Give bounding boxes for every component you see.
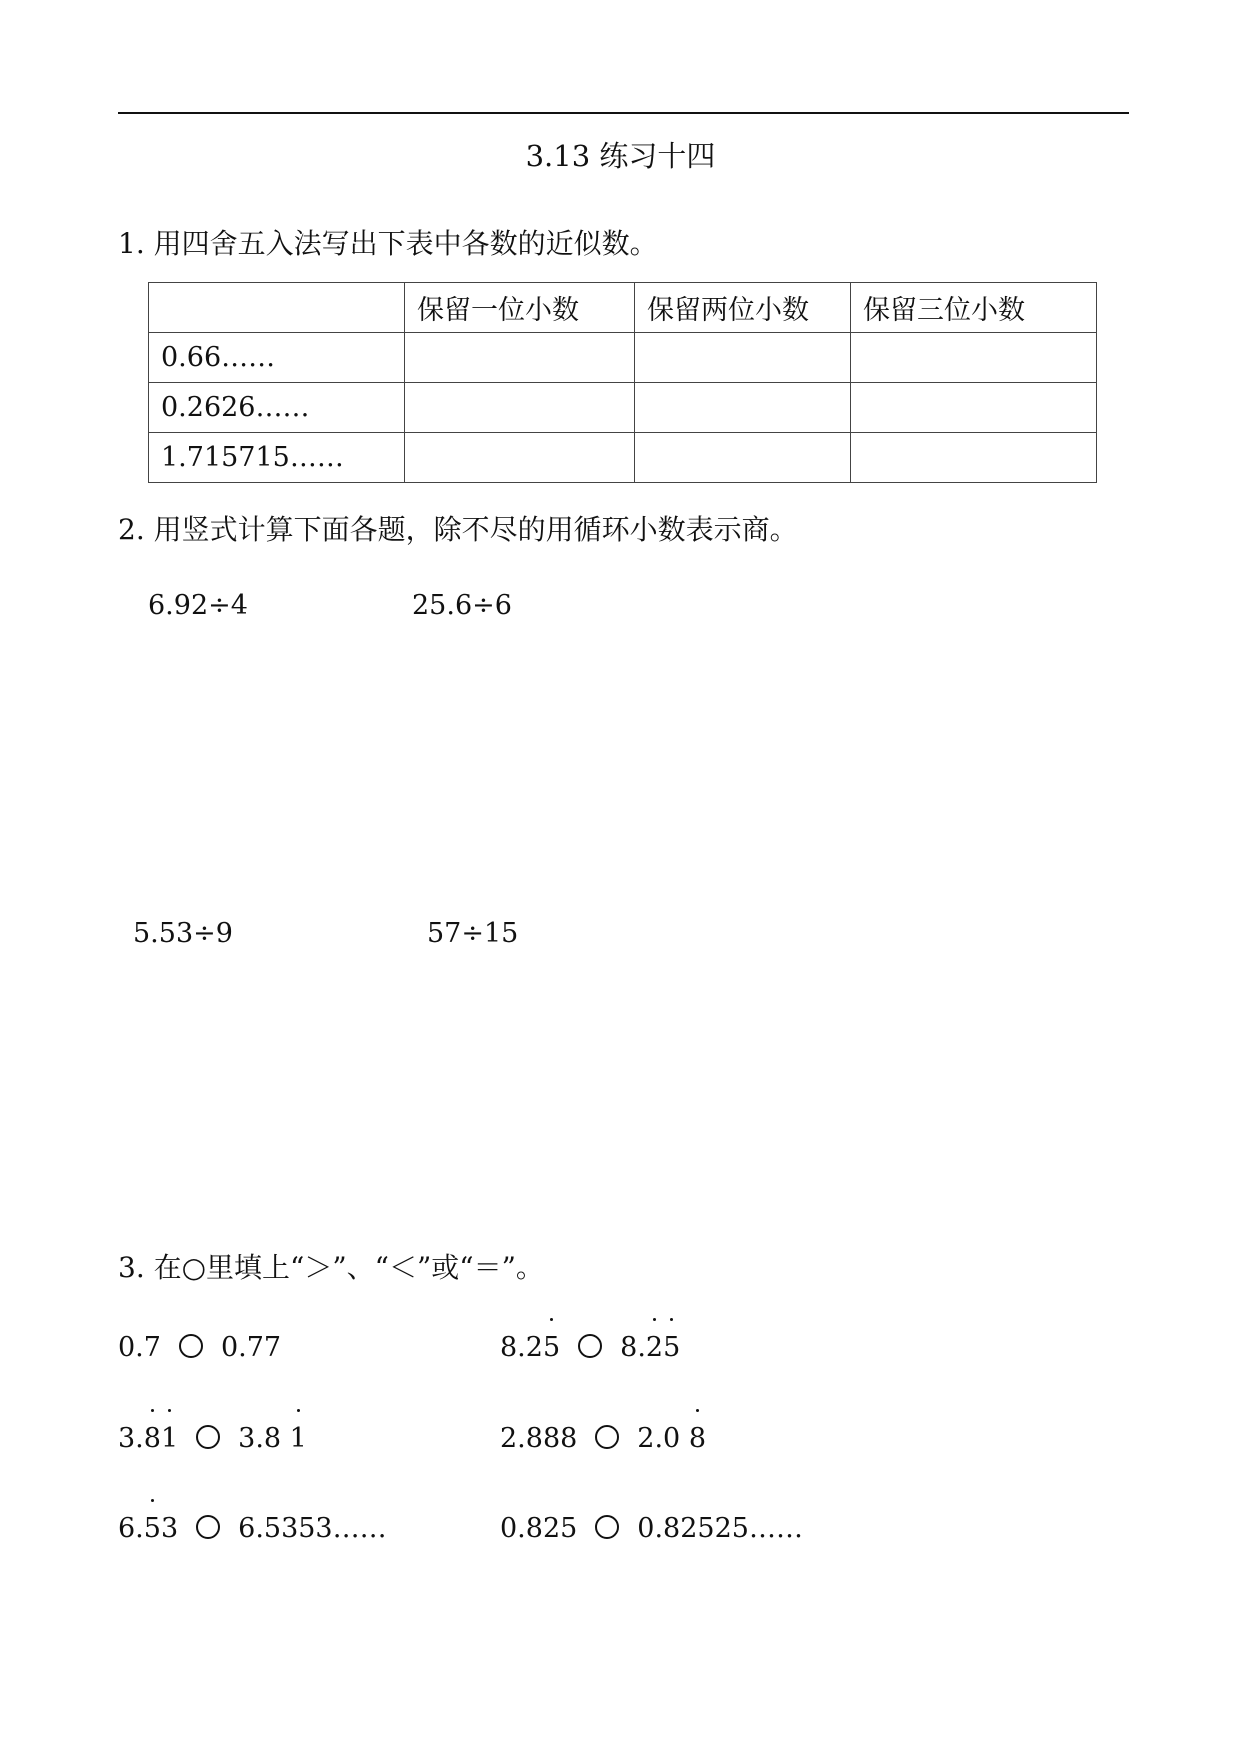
answer-cell[interactable] [405, 383, 635, 433]
table-row [149, 383, 1097, 433]
table-header-cell [149, 283, 405, 333]
answer-circle[interactable] [179, 1334, 203, 1358]
table-header-cell: 保留一位小数 [405, 283, 635, 333]
comparison-right: 3.8 1 [238, 1423, 307, 1454]
question-2-text: 2. 用竖式计算下面各题，除不尽的用循环小数表示商。 [118, 513, 798, 546]
table-row-label: 1.715715…… [149, 433, 405, 483]
comparison-left: 0.7 [118, 1332, 161, 1363]
division-problem: 6.92÷4 [148, 590, 248, 621]
comparison-left: 6.53 [118, 1513, 179, 1544]
comparison-left: 3.81 [118, 1423, 179, 1454]
answer-circle[interactable] [196, 1515, 220, 1539]
answer-circle[interactable] [196, 1425, 220, 1449]
approximation-table [148, 282, 1097, 483]
comparison-item [118, 1513, 387, 1544]
question-3-text: 3. 在○里填上“＞”、“＜”或“＝”。 [118, 1251, 544, 1284]
table-row-label: 0.66…… [149, 333, 405, 383]
answer-cell[interactable] [635, 333, 851, 383]
division-problem: 25.6÷6 [412, 590, 512, 621]
comparison-item [500, 1513, 803, 1544]
comparison-item [118, 1332, 281, 1363]
answer-cell[interactable] [851, 383, 1097, 433]
comparison-left: 8.25 [500, 1332, 561, 1363]
table-row [149, 433, 1097, 483]
answer-circle[interactable] [578, 1334, 602, 1358]
answer-circle[interactable] [595, 1425, 619, 1449]
table-header-cell: 保留三位小数 [851, 283, 1097, 333]
question-1-text: 1. 用四舍五入法写出下表中各数的近似数。 [118, 227, 658, 260]
division-problem: 57÷15 [427, 918, 519, 949]
table-row [149, 333, 1097, 383]
top-rule [118, 112, 1129, 114]
page-title: 3.13 练习十四 [525, 139, 716, 173]
answer-cell[interactable] [851, 433, 1097, 483]
answer-circle[interactable] [595, 1515, 619, 1539]
comparison-left: 0.825 [500, 1513, 578, 1544]
answer-cell[interactable] [635, 383, 851, 433]
comparison-right: 0.82525…… [637, 1513, 803, 1544]
comparison-right: 6.5353…… [238, 1513, 387, 1544]
answer-cell[interactable] [635, 433, 851, 483]
table-header-cell: 保留两位小数 [635, 283, 851, 333]
comparison-item [118, 1423, 307, 1454]
comparison-right: 2.0 8 [637, 1423, 707, 1454]
table-header-row [149, 283, 1097, 333]
division-problem: 5.53÷9 [133, 918, 233, 949]
comparison-item [500, 1423, 706, 1454]
answer-cell[interactable] [405, 433, 635, 483]
table-row-label: 0.2626…… [149, 383, 405, 433]
comparison-left: 2.888 [500, 1423, 578, 1454]
comparison-right: 0.77 [220, 1332, 282, 1363]
answer-cell[interactable] [851, 333, 1097, 383]
answer-cell[interactable] [405, 333, 635, 383]
comparison-right: 8.25 [620, 1332, 681, 1363]
comparison-item [500, 1332, 680, 1363]
